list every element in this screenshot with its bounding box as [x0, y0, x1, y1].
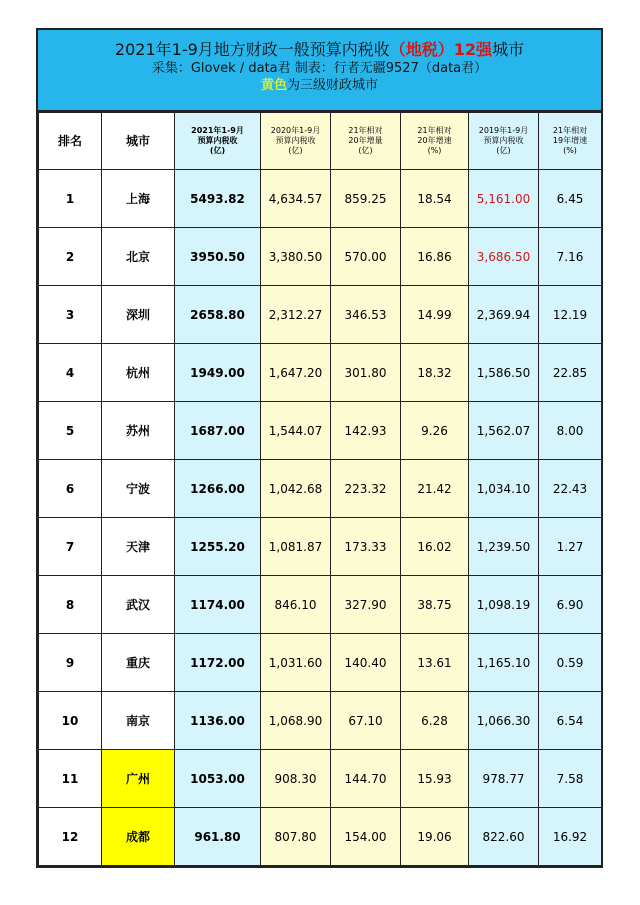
cell-rank: 6: [39, 460, 102, 518]
title-suffix: 城市: [492, 40, 525, 59]
cell-tax2021: 1949.00: [175, 344, 261, 402]
table-row: [39, 170, 602, 228]
cell-city: 上海: [102, 170, 175, 228]
cell-city: 天津: [102, 518, 175, 576]
cell-tax2020: 807.80: [261, 808, 331, 866]
cell-city: 成都: [102, 808, 175, 866]
cell-rate-vs20: 16.86: [401, 228, 469, 286]
header-rate-vs19-line3: (%): [563, 146, 577, 155]
cell-rate-vs20: 9.26: [401, 402, 469, 460]
cell-rate-vs20: 14.99: [401, 286, 469, 344]
cell-tax2020: 846.10: [261, 576, 331, 634]
cell-city: 南京: [102, 692, 175, 750]
table-body: [39, 170, 602, 866]
cell-rank: 1: [39, 170, 102, 228]
header-tax2021-line1: 2021年1-9月: [191, 126, 244, 135]
cell-rate-vs19: 8.00: [539, 402, 602, 460]
cell-tax2021: 1174.00: [175, 576, 261, 634]
table-row: [39, 692, 602, 750]
cell-tax2021: 3950.50: [175, 228, 261, 286]
header-tax2020-line3: (亿): [288, 146, 303, 155]
cell-tax2020: 3,380.50: [261, 228, 331, 286]
cell-city: 深圳: [102, 286, 175, 344]
cell-rate-vs20: 38.75: [401, 576, 469, 634]
header-rate-vs20: [401, 113, 469, 170]
legend-rest: 为三级财政城市: [287, 78, 379, 93]
header-inc-vs20-line2: 20年增量: [348, 136, 383, 145]
cell-tax2019: 1,586.50: [469, 344, 539, 402]
cell-tax2021: 1053.00: [175, 750, 261, 808]
cell-inc-vs20: 223.32: [331, 460, 401, 518]
cell-inc-vs20: 154.00: [331, 808, 401, 866]
header-row: [39, 113, 602, 170]
cell-tax2019: 1,034.10: [469, 460, 539, 518]
cell-tax2020: 1,068.90: [261, 692, 331, 750]
cell-rate-vs20: 18.54: [401, 170, 469, 228]
title-banner: [38, 30, 601, 112]
cell-inc-vs20: 301.80: [331, 344, 401, 402]
header-inc-vs20-line1: 21年相对: [348, 126, 383, 135]
cell-tax2019: 1,562.07: [469, 402, 539, 460]
cell-tax2020: 1,647.20: [261, 344, 331, 402]
cell-inc-vs20: 346.53: [331, 286, 401, 344]
cell-rank: 4: [39, 344, 102, 402]
header-rate-vs19-line2: 19年增速: [552, 136, 588, 145]
cell-tax2021: 1136.00: [175, 692, 261, 750]
cell-rank: 2: [39, 228, 102, 286]
cell-inc-vs20: 140.40: [331, 634, 401, 692]
cell-rank: 5: [39, 402, 102, 460]
table-row: [39, 576, 602, 634]
cell-rank: 12: [39, 808, 102, 866]
cell-inc-vs20: 327.90: [331, 576, 401, 634]
cell-rank: 9: [39, 634, 102, 692]
cell-tax2019: 2,369.94: [469, 286, 539, 344]
cell-city: 广州: [102, 750, 175, 808]
cell-inc-vs20: 144.70: [331, 750, 401, 808]
cell-rate-vs19: 12.19: [539, 286, 602, 344]
cell-tax2020: 1,081.87: [261, 518, 331, 576]
cell-rate-vs19: 22.43: [539, 460, 602, 518]
tax-table: [38, 112, 602, 866]
cell-inc-vs20: 859.25: [331, 170, 401, 228]
cell-tax2020: 1,031.60: [261, 634, 331, 692]
header-rate-vs20-line1: 21年相对: [417, 126, 452, 135]
cell-tax2021: 5493.82: [175, 170, 261, 228]
cell-rank: 7: [39, 518, 102, 576]
cell-tax2021: 1172.00: [175, 634, 261, 692]
cell-inc-vs20: 67.10: [331, 692, 401, 750]
cell-tax2019: 822.60: [469, 808, 539, 866]
cell-rate-vs20: 16.02: [401, 518, 469, 576]
cell-tax2020: 2,312.27: [261, 286, 331, 344]
header-tax2019-line1: 2019年1-9月: [478, 126, 529, 135]
cell-rate-vs20: 18.32: [401, 344, 469, 402]
table-row: [39, 228, 602, 286]
cell-rate-vs19: 6.54: [539, 692, 602, 750]
table-row: [39, 344, 602, 402]
header-tax2019-line3: (亿): [496, 146, 511, 155]
cell-city: 宁波: [102, 460, 175, 518]
title-red: （地税）12强: [389, 40, 493, 59]
cell-rate-vs19: 6.90: [539, 576, 602, 634]
cell-tax2020: 1,042.68: [261, 460, 331, 518]
page-title: [38, 40, 601, 60]
table-row: [39, 750, 602, 808]
table-row: [39, 402, 602, 460]
cell-city: 北京: [102, 228, 175, 286]
header-inc-vs20: [331, 113, 401, 170]
cell-rate-vs19: 16.92: [539, 808, 602, 866]
cell-tax2021: 1255.20: [175, 518, 261, 576]
header-tax2020: [261, 113, 331, 170]
cell-inc-vs20: 570.00: [331, 228, 401, 286]
header-rate-vs20-line3: (%): [427, 146, 442, 155]
header-tax2020-line2: 预算内税收: [275, 136, 316, 145]
header-city: 城市: [102, 113, 175, 170]
cell-tax2020: 1,544.07: [261, 402, 331, 460]
cell-tax2021: 961.80: [175, 808, 261, 866]
cell-rate-vs20: 6.28: [401, 692, 469, 750]
header-rate-vs20-line2: 20年增速: [417, 136, 452, 145]
header-rate-vs19-line1: 21年相对: [552, 126, 588, 135]
legend-note: [38, 77, 601, 94]
cell-rate-vs19: 7.58: [539, 750, 602, 808]
cell-tax2021: 2658.80: [175, 286, 261, 344]
cell-city: 苏州: [102, 402, 175, 460]
cell-rate-vs19: 6.45: [539, 170, 602, 228]
cell-rate-vs19: 1.27: [539, 518, 602, 576]
cell-tax2020: 4,634.57: [261, 170, 331, 228]
cell-rate-vs20: 13.61: [401, 634, 469, 692]
cell-rate-vs19: 0.59: [539, 634, 602, 692]
table-row: [39, 518, 602, 576]
cell-rank: 8: [39, 576, 102, 634]
header-tax2021: [175, 113, 261, 170]
cell-city: 武汉: [102, 576, 175, 634]
table-row: [39, 808, 602, 866]
table-row: [39, 634, 602, 692]
cell-rate-vs20: 15.93: [401, 750, 469, 808]
cell-tax2019: 1,239.50: [469, 518, 539, 576]
cell-tax2019: 1,066.30: [469, 692, 539, 750]
header-inc-vs20-line3: (亿): [358, 146, 373, 155]
tax-ranking-sheet: [36, 28, 603, 868]
header-rank: 排名: [39, 113, 102, 170]
header-rate-vs19: [539, 113, 602, 170]
cell-rank: 3: [39, 286, 102, 344]
header-tax2019-line2: 预算内税收: [483, 136, 524, 145]
cell-rate-vs19: 7.16: [539, 228, 602, 286]
table-row: [39, 286, 602, 344]
cell-tax2019: 3,686.50: [469, 228, 539, 286]
header-tax2021-line2: 预算内税收: [197, 136, 238, 145]
legend-yellow-word: 黄色: [260, 78, 287, 93]
cell-tax2020: 908.30: [261, 750, 331, 808]
title-prefix: 2021年1-9月地方财政一般预算内税收: [114, 40, 390, 59]
header-tax2021-line3: (亿): [209, 146, 226, 155]
header-tax2020-line1: 2020年1-9月: [270, 126, 321, 135]
cell-inc-vs20: 173.33: [331, 518, 401, 576]
cell-rate-vs20: 21.42: [401, 460, 469, 518]
cell-tax2021: 1687.00: [175, 402, 261, 460]
cell-city: 杭州: [102, 344, 175, 402]
cell-tax2021: 1266.00: [175, 460, 261, 518]
credit-line: 采集：Glovek / data君 制表：行者无疆9527（data君）: [151, 61, 488, 76]
table-row: [39, 460, 602, 518]
cell-rate-vs19: 22.85: [539, 344, 602, 402]
cell-tax2019: 5,161.00: [469, 170, 539, 228]
cell-tax2019: 978.77: [469, 750, 539, 808]
cell-tax2019: 1,165.10: [469, 634, 539, 692]
cell-rate-vs20: 19.06: [401, 808, 469, 866]
cell-rank: 11: [39, 750, 102, 808]
cell-rank: 10: [39, 692, 102, 750]
header-tax2019: [469, 113, 539, 170]
cell-city: 重庆: [102, 634, 175, 692]
cell-inc-vs20: 142.93: [331, 402, 401, 460]
cell-tax2019: 1,098.19: [469, 576, 539, 634]
